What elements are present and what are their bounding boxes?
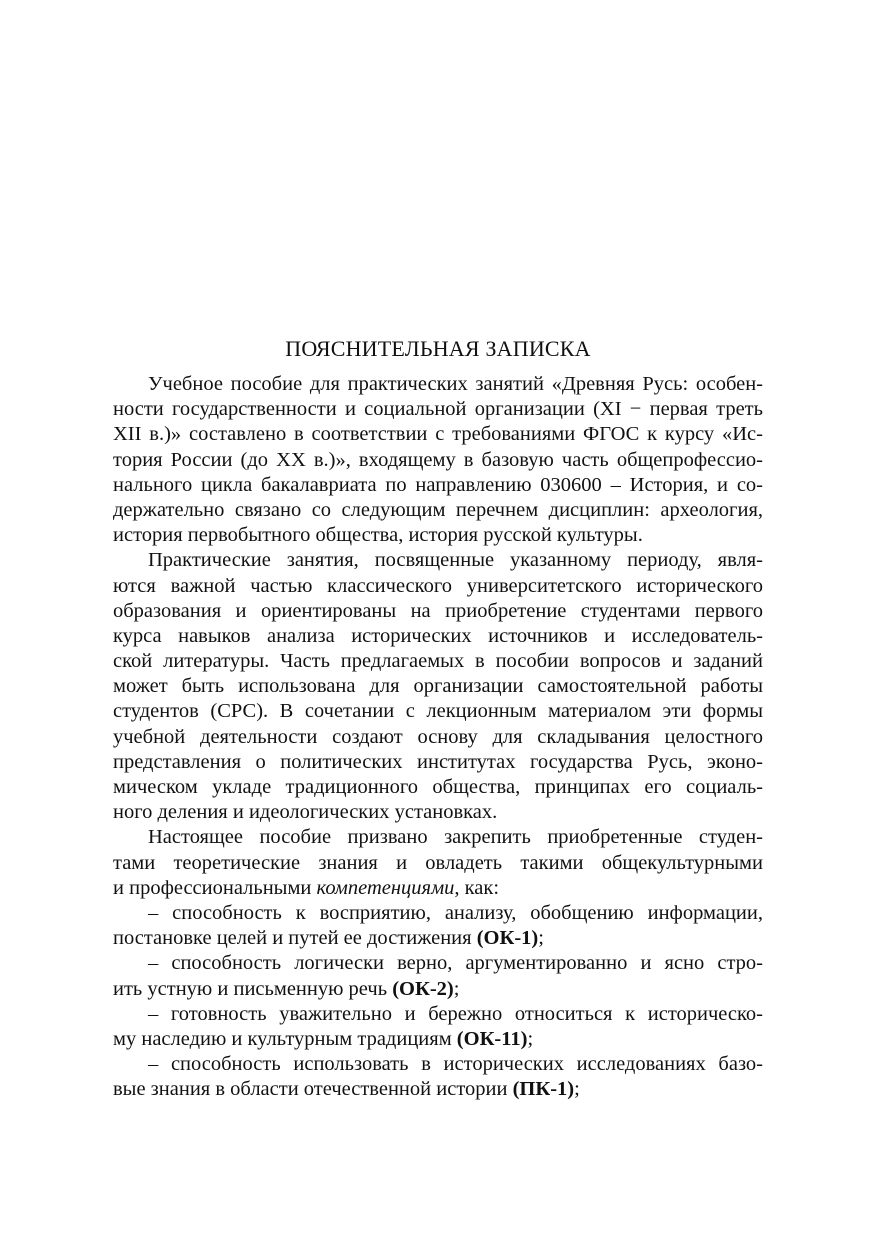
competency-list: [113, 901, 763, 1103]
text-fragment: ;: [453, 977, 460, 1000]
text-fragment: ;: [538, 927, 544, 950]
competency-item: [113, 1002, 763, 1052]
text-line: история первобытного общества, история русской культуры.: [113, 524, 643, 547]
text-line: ного деления и идеологических установках.: [113, 801, 498, 824]
competency-code: (ОК-11): [456, 1027, 528, 1050]
text-line: учебной деятельности создают основу для складывания целостного: [113, 725, 763, 748]
text-fragment: вые знания в области отечественной истории: [113, 1078, 513, 1101]
text-line: держательно связано со следующим перечнем дисциплин: археология,: [113, 498, 763, 521]
text-fragment: ;: [527, 1027, 534, 1050]
competency-item: [113, 901, 763, 951]
competency-code: (ПК-1): [512, 1078, 575, 1101]
text-line: [113, 1027, 763, 1052]
text-fragment: , как:: [454, 876, 500, 899]
text-fragment: ;: [574, 1078, 580, 1101]
text-line: XII в.)» составлено в соответствии с требованиями ФГОС к курсу «Ис-: [113, 423, 763, 446]
text-fragment: постановке целей и путей ее достижения: [113, 927, 477, 950]
text-line: – готовность уважительно и бережно относиться к историческо-: [148, 1002, 763, 1025]
text-line: [113, 1077, 763, 1102]
text-line: мическом укладе традиционного общества, принципах его социаль-: [113, 776, 763, 798]
competency-code: (ОК-1): [476, 927, 539, 950]
text-line: [113, 876, 763, 901]
text-line: может быть использована для организации самостоятельной работы: [113, 675, 763, 698]
text-line: – способность к восприятию, анализу, обобщению информации,: [148, 901, 763, 924]
text-line: тория России (до XX в.)», входящему в базовую часть общепрофессио-: [113, 448, 763, 471]
text-line: [113, 977, 763, 1002]
text-line: представления о политических институтах государства Русь, эконо-: [113, 750, 763, 773]
text-line: – способность использовать в исторических исследованиях базо-: [148, 1053, 763, 1076]
text-fragment: ить устную и письменную речь: [113, 977, 393, 1000]
text-line: Учебное пособие для практических занятий «Древняя Русь: особен-: [148, 373, 763, 395]
text-line: Практические занятия, посвященные указанному периоду, явля-: [148, 549, 763, 572]
paragraph-intro: [113, 372, 763, 548]
text-line: тами теоретические знания и овладеть такими общекультурными: [113, 851, 763, 874]
text-fragment: и профессиональными: [113, 876, 317, 899]
competencies-term: компетенциями: [316, 876, 455, 899]
text-line: курса навыков анализа исторических источников и исследователь-: [113, 624, 763, 647]
text-line: Настоящее пособие призвано закрепить приобретенные студен-: [148, 826, 763, 849]
text-fragment: му наследию и культурным традициям: [113, 1027, 457, 1050]
paragraph-practice: [113, 548, 763, 825]
text-line: образования и ориентированы на приобретение студентами первого: [113, 599, 763, 622]
text-line: [113, 926, 763, 951]
page-content: [113, 336, 763, 1102]
text-line: нального цикла бакалавриата по направлению 030600 – История, и со-: [113, 473, 763, 496]
competency-item: [113, 951, 763, 1001]
paragraph-competencies: [113, 825, 763, 901]
text-line: студентов (СРС). В сочетании с лекционным материалом эти формы: [113, 700, 763, 723]
competency-item: [113, 1052, 763, 1102]
text-line: ности государственности и социальной организации (XI − первая треть: [113, 398, 763, 421]
competency-code: (ОК-2): [392, 977, 454, 1000]
page-title: ПОЯСНИТЕЛЬНАЯ ЗАПИСКА: [285, 336, 591, 361]
text-line: ской литературы. Часть предлагаемых в пособии вопросов и заданий: [113, 650, 763, 673]
text-line: ются важной частью классического университетского исторического: [113, 574, 763, 597]
text-line: – способность логически верно, аргументированно и ясно стро-: [148, 952, 763, 975]
